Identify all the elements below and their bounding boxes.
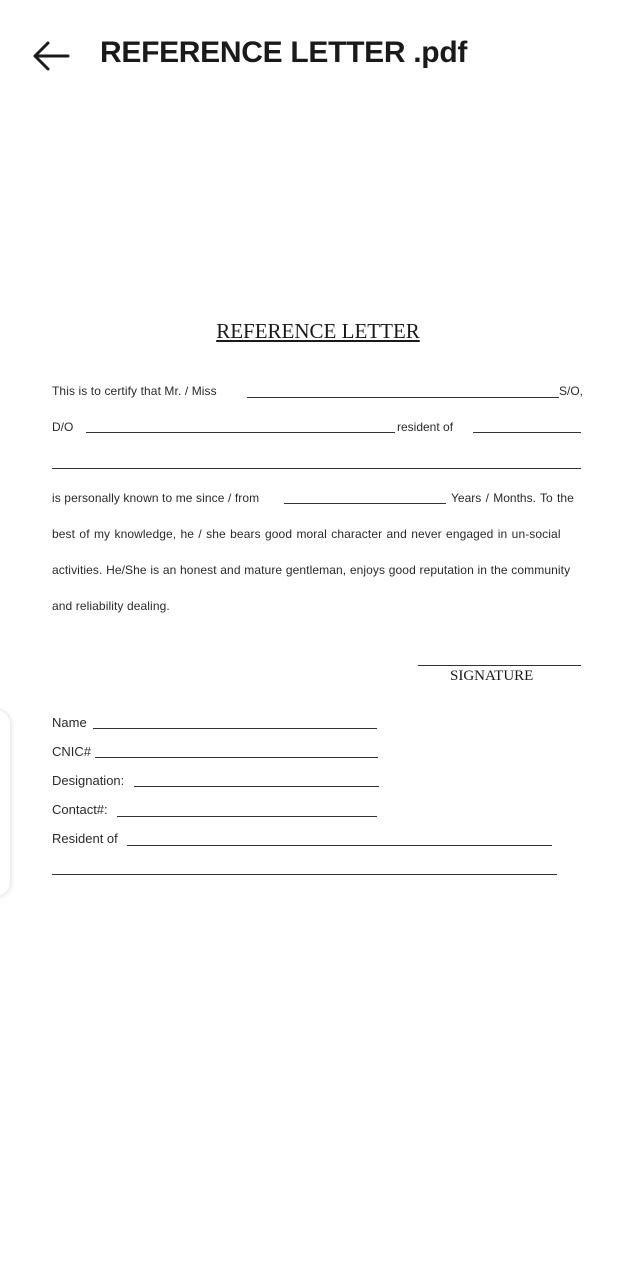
field-resident-line: [127, 845, 552, 846]
duration-blank-line: [284, 503, 446, 504]
field-name-line: [93, 728, 377, 729]
parent-blank-line: [86, 432, 395, 433]
back-button[interactable]: [30, 38, 70, 74]
do-text: D/O: [52, 420, 74, 434]
top-app-bar: [0, 0, 636, 110]
so-text: S/O,: [559, 384, 584, 398]
known-since-text: is personally known to me since / from: [52, 491, 260, 505]
resident-of-text: resident of: [397, 420, 454, 434]
side-panel-handle[interactable]: [0, 710, 10, 896]
certify-text: This is to certify that Mr. / Miss: [52, 384, 217, 398]
signature-line: [418, 665, 581, 666]
field-resident-line-2: [52, 874, 557, 875]
years-months-text: Years / Months. To the: [451, 491, 574, 505]
field-designation-line: [134, 786, 379, 787]
field-contact-label: Contact#:: [52, 802, 108, 817]
paragraph-line: and reliability dealing.: [52, 599, 170, 613]
field-name-label: Name: [52, 715, 87, 730]
field-resident-label: Resident of: [52, 831, 118, 846]
arrow-left-icon: [30, 38, 70, 74]
address-blank-line: [52, 468, 581, 469]
paragraph-line: best of my knowledge, he / she bears good moral character and never engaged in un-social: [52, 527, 561, 541]
letter-heading: REFERENCE LETTER: [216, 319, 420, 343]
field-designation-label: Designation:: [52, 773, 125, 788]
paragraph-line: activities. He/She is an honest and mature gentleman, enjoys good reputation in the community: [52, 563, 571, 577]
field-cnic-line: [95, 757, 378, 758]
field-contact-line: [117, 816, 377, 817]
file-title: REFERENCE LETTER .pdf: [100, 36, 468, 69]
resident-blank-line: [473, 432, 581, 433]
field-cnic-label: CNIC#: [52, 744, 92, 759]
signature-label: SIGNATURE: [450, 668, 534, 684]
name-blank-line: [247, 397, 559, 398]
